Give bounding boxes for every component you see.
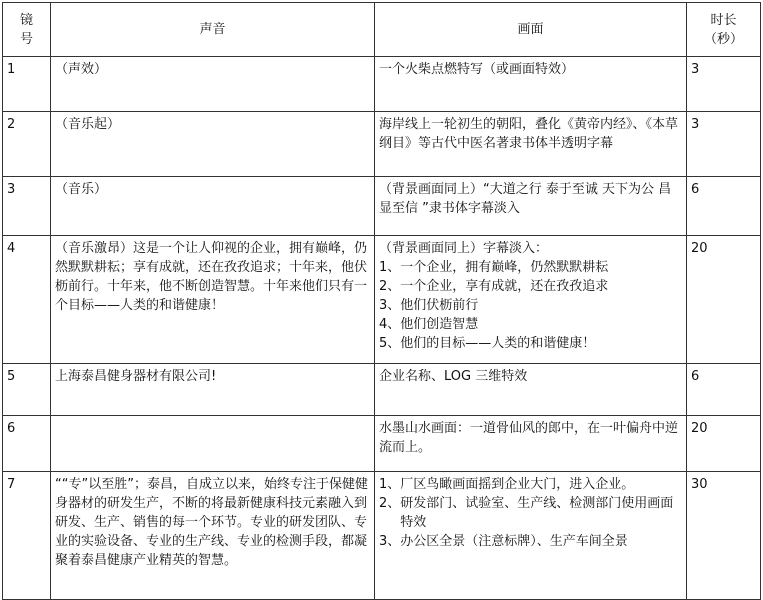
header-row (3, 3, 761, 57)
sound-cell: 上海泰昌健身器材有限公司! (51, 364, 375, 416)
duration-cell: 6 (687, 364, 761, 416)
sound-cell: （音乐起） (51, 112, 375, 177)
table-row (3, 236, 761, 364)
table-row (3, 364, 761, 416)
table-row (3, 472, 761, 600)
picture-line: 4、他们创造智慧 (379, 317, 479, 332)
shot-number: 7 (3, 472, 51, 600)
duration-cell: 20 (687, 236, 761, 364)
duration-cell: 3 (687, 112, 761, 177)
item-text: 办公区全景（注意标牌）、生产车间全景 (400, 534, 628, 549)
header-shot: 镜 号 (3, 3, 51, 57)
sound-cell: ““专”以至胜”；泰昌，自成立以来，始终专注于保健健身器材的研发生产，不断的将最新健康科技元素融入到研发、生产、销售的每一个环节。专业的研发团队、专业的实验设备、专业的生产线、专业的检测手段，都凝聚着泰昌健康产业精英的智慧。 (51, 472, 375, 600)
picture-line: 1、一个企业，拥有巅峰，仍然默默耕耘 (379, 260, 609, 275)
shot-number: 4 (3, 236, 51, 364)
table-row (3, 112, 761, 177)
picture-cell: （背景画面同上）“大道之行 泰于至诚 天下为公 昌显至信 ”隶书体字幕淡入 (375, 177, 687, 236)
table-row (3, 177, 761, 236)
picture-line: 2、一个企业，享有成就，还在孜孜追求 (379, 279, 609, 294)
header-picture: 画面 (375, 3, 687, 57)
shot-number: 1 (3, 57, 51, 112)
picture-item (379, 475, 682, 494)
shot-number: 5 (3, 364, 51, 416)
sound-cell: （音乐） (51, 177, 375, 236)
picture-item (379, 494, 682, 532)
picture-cell: 企业名称、LOG 三维特效 (375, 364, 687, 416)
header-duration: 时长 （秒） (687, 3, 761, 57)
item-marker: 3、 (379, 534, 401, 549)
picture-cell: 一个火柴点燃特写（或画面特效） (375, 57, 687, 112)
table-row (3, 57, 761, 112)
shot-number: 3 (3, 177, 51, 236)
picture-line: 3、他们伏枥前行 (379, 298, 479, 313)
duration-cell: 30 (687, 472, 761, 600)
picture-cell (375, 236, 687, 364)
sound-cell: （音乐激昂）这是一个让人仰视的企业，拥有巅峰，仍然默默耕耘；享有成就，还在孜孜追求；十年来，他伏枥前行。十年来，他不断创造智慧。十年来他们只有一个目标——人类的和谐健康！ (51, 236, 375, 364)
storyboard-table (2, 2, 761, 600)
duration-cell: 20 (687, 416, 761, 472)
item-text: 厂区鸟瞰画面摇到企业大门，进入企业。 (400, 477, 635, 492)
picture-line: 5、他们的目标——人类的和谐健康！ (379, 336, 596, 351)
sound-cell (51, 416, 375, 472)
header-sound: 声音 (51, 3, 375, 57)
item-marker: 2、 (379, 496, 401, 511)
shot-number: 2 (3, 112, 51, 177)
table-row (3, 416, 761, 472)
picture-cell: 海岸线上一轮初生的朝阳，叠化《黄帝内经》、《本草纲目》等古代中医名著隶书体半透明字幕 (375, 112, 687, 177)
item-text: 研发部门、试验室、生产线、检测部门使用画面特效 (400, 496, 674, 530)
duration-cell: 6 (687, 177, 761, 236)
picture-item (379, 532, 682, 551)
picture-cell (375, 472, 687, 600)
duration-cell: 3 (687, 57, 761, 112)
picture-line: （背景画面同上）字幕淡入： (379, 241, 549, 256)
shot-number: 6 (3, 416, 51, 472)
picture-cell: 水墨山水画面：一道骨仙风的郎中，在一叶偏舟中逆流而上。 (375, 416, 687, 472)
sound-cell: （声效） (51, 57, 375, 112)
item-marker: 1、 (379, 477, 401, 492)
